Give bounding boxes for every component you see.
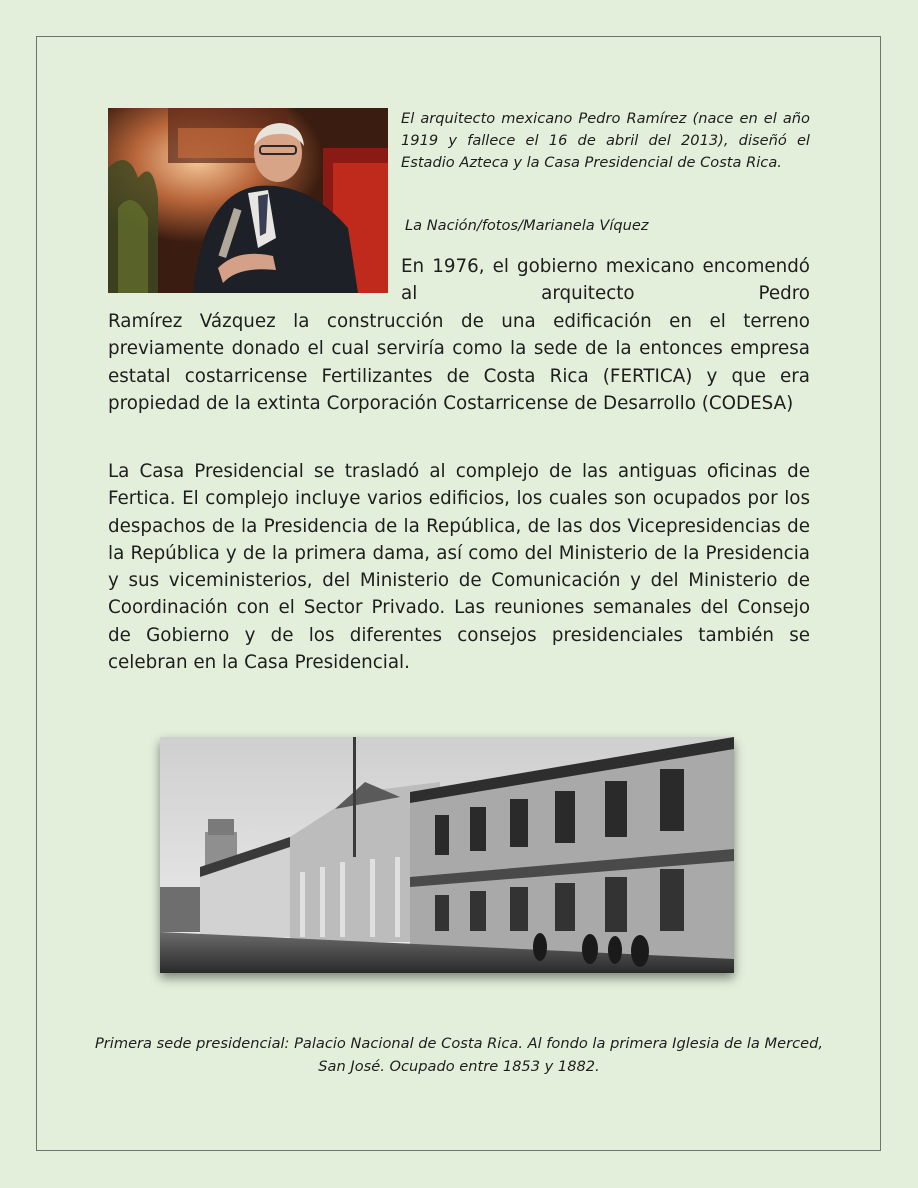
palacio-photo-caption: Primera sede presidencial: Palacio Nacional de Costa Rica. Al fondo la primera Iglesia de la Merced, San José. Ocupado entre 1853 y 1882. — [95, 1035, 823, 1075]
photo-credit: La Nación/fotos/Marianela Víquez — [405, 217, 649, 234]
architect-portrait-photo — [108, 108, 388, 293]
portrait-caption: El arquitecto mexicano Pedro Ramírez (nace en el año 1919 y fallece el 16 de abril del 2013), diseñó el Estadio Azteca y la Casa Presidencial de Costa Rica. — [401, 110, 810, 171]
paragraph-2: La Casa Presidencial se trasladó al complejo de las antiguas oficinas de Fertica. El complejo incluye varios edificios, los cuales son ocupados por los despachos de la Presidencia de la República, de las dos Vicepresidencias de la República y de la primera dama, así como del Ministerio de la Presidencia y sus viceministerios, del Ministerio de Comunicación y del Ministerio de Coordinación con el Sector Privado. Las reuniones semanales del Consejo de Gobierno y de los diferentes consejos presidenciales también se celebran en la Casa Presidencial. — [108, 461, 810, 674]
paragraph-1-lead: En 1976, el gobierno mexicano encomendó al arquitecto Pedro — [401, 256, 810, 305]
paragraph-1: Ramírez Vázquez la construcción de una edificación en el terreno previamente donado el cual serviría como la sede de la entonces empresa estatal costarricense Fertilizantes de Costa Rica (FERTICA) y que era propiedad de la extinta Corporación Costarricense de Desarrollo (CODESA) — [108, 311, 810, 414]
palacio-nacional-photo — [160, 737, 734, 973]
